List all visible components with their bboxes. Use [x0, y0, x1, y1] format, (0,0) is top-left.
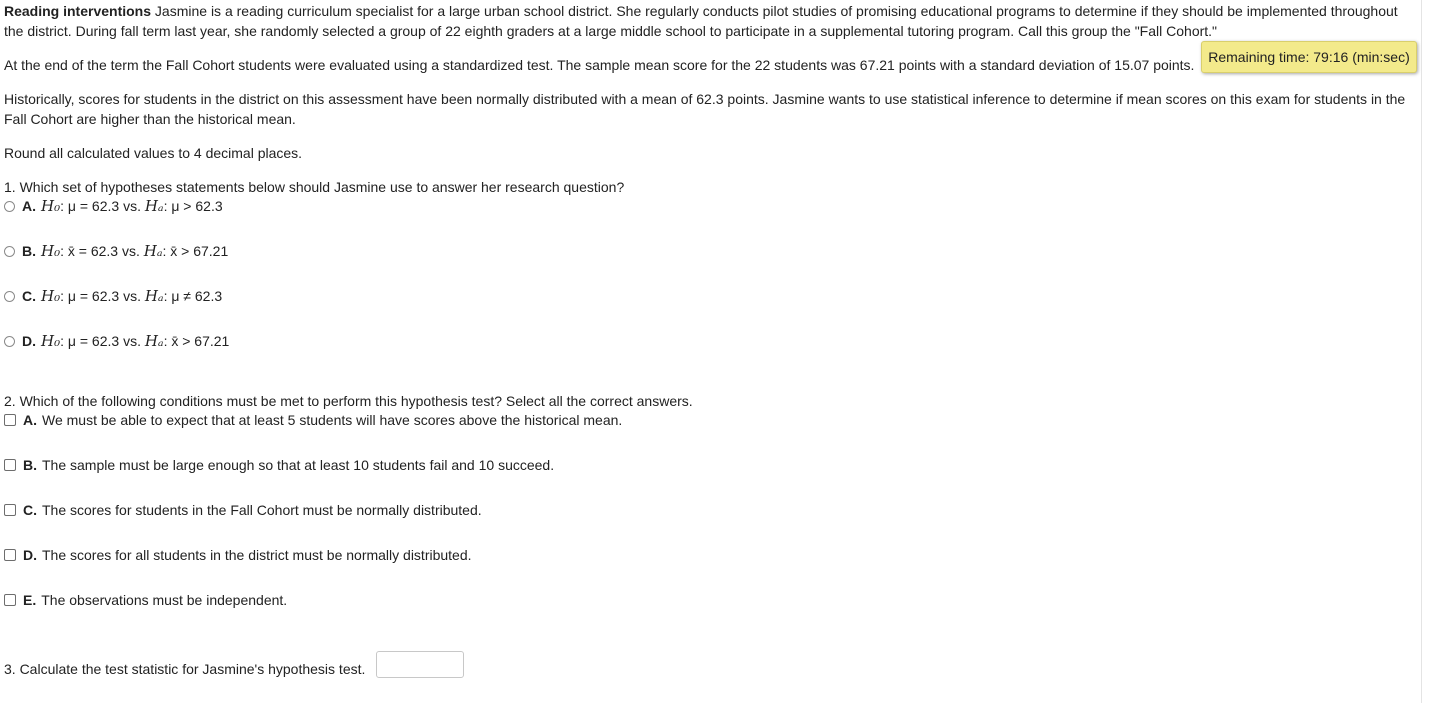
- q2-option-a[interactable]: [4, 410, 622, 430]
- option-letter: A.: [22, 198, 36, 214]
- null-hypothesis-relation: μ = 62.3: [67, 333, 120, 349]
- null-hypothesis-relation: x̄ = 62.3: [67, 243, 119, 259]
- question-2-text: 2. Which of the following conditions must be met to perform this hypothesis test? Select all the correct answers.: [4, 393, 693, 409]
- q1-option-a-radio[interactable]: [4, 201, 15, 212]
- null-hypothesis-symbol: H₀: [41, 332, 61, 350]
- q2-option-a-checkbox[interactable]: [4, 414, 16, 426]
- vs-text: vs.: [123, 198, 141, 214]
- q2-option-c-checkbox[interactable]: [4, 504, 16, 516]
- option-text: The scores for students in the Fall Cohort must be normally distributed.: [42, 502, 482, 518]
- q2-option-e-checkbox[interactable]: [4, 594, 16, 606]
- null-hypothesis-symbol: H₀: [41, 197, 61, 215]
- q2-option-d[interactable]: [4, 545, 472, 565]
- alt-hypothesis-relation: x̄ > 67.21: [171, 333, 230, 349]
- option-text: The observations must be independent.: [41, 592, 288, 608]
- option-text: The scores for all students in the district must be normally distributed.: [42, 547, 472, 563]
- alt-hypothesis-relation: x̄ > 67.21: [170, 243, 229, 259]
- q1-option-d-radio[interactable]: [4, 336, 15, 347]
- q1-option-c-radio[interactable]: [4, 291, 15, 302]
- question-1-text: 1. Which set of hypotheses statements below should Jasmine use to answer her research question?: [4, 179, 625, 195]
- option-text: We must be able to expect that at least 5 students will have scores above the historical mean.: [42, 412, 623, 428]
- option-text: The sample must be large enough so that at least 10 students fail and 10 succeed.: [42, 457, 555, 473]
- q1-option-c[interactable]: C. H₀: μ = 62.3 vs. Hₐ: μ ≠ 62.3: [4, 286, 222, 306]
- problem-title: Reading interventions: [4, 3, 152, 19]
- null-hypothesis-symbol: H₀: [41, 287, 61, 305]
- option-letter: D.: [22, 333, 36, 349]
- null-hypothesis-symbol: H₀: [41, 242, 61, 260]
- null-hypothesis-relation: μ = 62.3: [67, 198, 120, 214]
- vs-text: vs.: [121, 243, 140, 259]
- rounding-instruction: Round all calculated values to 4 decimal places.: [4, 145, 303, 161]
- q1-option-d[interactable]: D. H₀: μ = 62.3 vs. Hₐ: x̄ > 67.21: [4, 331, 229, 351]
- sample-paragraph: At the end of the term the Fall Cohort students were evaluated using a standardized test. The sample mean score for the 22 students was 67.21 points with a standard deviation of 15.07 points.: [4, 57, 1195, 73]
- vs-text: vs.: [123, 333, 141, 349]
- historical-paragraph: Historically, scores for students in the district on this assessment have been normally distributed with a mean of 62.3 points. Jasmine wants to use statistical inference to determine if mean scores on this exam for students in the Fall Cohort are higher than the historical mean.: [4, 91, 1406, 127]
- q1-option-b-radio[interactable]: [4, 246, 15, 257]
- intro-paragraph: [4, 1, 1416, 41]
- q2-option-d-checkbox[interactable]: [4, 549, 16, 561]
- q1-option-a[interactable]: A. H₀: μ = 62.3 vs. Hₐ: μ > 62.3: [4, 196, 223, 216]
- alt-hypothesis-symbol: Hₐ: [144, 287, 164, 305]
- null-hypothesis-relation: μ = 62.3: [67, 288, 120, 304]
- q2-option-c[interactable]: [4, 500, 482, 520]
- q2-option-b-checkbox[interactable]: [4, 459, 16, 471]
- option-letter: E.: [23, 592, 37, 608]
- remaining-time-badge: Remaining time: 79:16 (min:sec): [1201, 41, 1417, 73]
- option-letter: B.: [23, 457, 37, 473]
- intro-text: Jasmine is a reading curriculum specialist for a large urban school district. She regularly conducts pilot studies of promising educational programs to determine if they should be implemented throughout the district. During fall term last year, she randomly selected a group of 22 eighth graders at a large middle school to participate in a supplemental tutoring program. Call this group the "Fall Cohort.": [4, 3, 1398, 39]
- test-statistic-input[interactable]: [376, 651, 464, 678]
- alt-hypothesis-symbol: Hₐ: [144, 332, 164, 350]
- option-letter: B.: [22, 243, 36, 259]
- question-3-text: 3. Calculate the test statistic for Jasmine's hypothesis test.: [4, 661, 366, 677]
- q2-option-e[interactable]: [4, 590, 287, 610]
- alt-hypothesis-symbol: Hₐ: [144, 197, 164, 215]
- alt-hypothesis-relation: μ ≠ 62.3: [171, 288, 223, 304]
- option-letter: C.: [22, 288, 36, 304]
- q1-option-b[interactable]: B. H₀: x̄ = 62.3 vs. Hₐ: x̄ > 67.21: [4, 241, 228, 261]
- vs-text: vs.: [123, 288, 141, 304]
- option-letter: D.: [23, 547, 37, 563]
- alt-hypothesis-relation: μ > 62.3: [171, 198, 223, 214]
- option-letter: C.: [23, 502, 37, 518]
- alt-hypothesis-symbol: Hₐ: [143, 242, 163, 260]
- q2-option-b[interactable]: [4, 455, 554, 475]
- option-letter: A.: [23, 412, 37, 428]
